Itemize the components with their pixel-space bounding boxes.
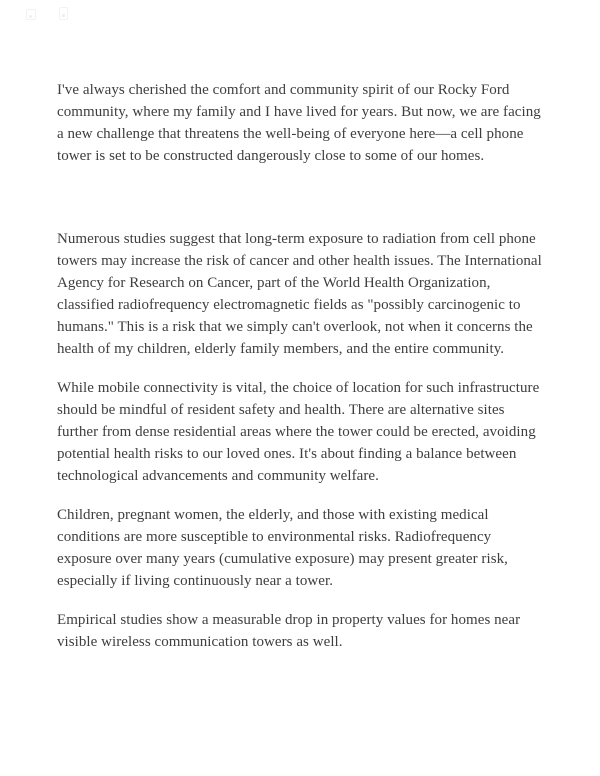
- paragraph-alternative-sites: While mobile connectivity is vital, the choice of location for such infrastructure should be mindful of resident safety and health. There are alternative sites further from dense residential areas where the tower could be erected, avoiding potential health risks to our loved ones. It's about finding a balance between technological advancements and community welfare.: [57, 380, 540, 484]
- document-text-body: [57, 79, 549, 670]
- faint-smudge-icon: [26, 9, 36, 20]
- paragraph-property-values: Empirical studies show a measurable drop in property values for homes near visible wireless communication towers as well.: [57, 612, 521, 650]
- paragraph-intro: I've always cherished the comfort and community spirit of our Rocky Ford community, where my family and I have lived for years. But now, we are facing a new challenge that threatens the well-being of everyone here—a cell phone tower is set to be constructed dangerously close to some of our homes.: [57, 82, 541, 164]
- paragraph-vulnerable-groups: Children, pregnant women, the elderly, and those with existing medical conditions are more susceptible to environmental risks. Radiofrequency exposure over many years (cumulative exposure) may present greater risk, especially if living continuously near a tower.: [57, 507, 508, 589]
- paragraph-health-studies: Numerous studies suggest that long-term exposure to radiation from cell phone towers may increase the risk of cancer and other health issues. The International Agency for Research on Cancer, part of the World Health Organization, classified radiofrequency electromagnetic fields as "possibly carcinogenic to humans." This is a risk that we simply can't overlook, not when it concerns the health of my children, elderly family members, and the entire community.: [57, 231, 542, 357]
- faint-smudge-icon: [59, 7, 68, 20]
